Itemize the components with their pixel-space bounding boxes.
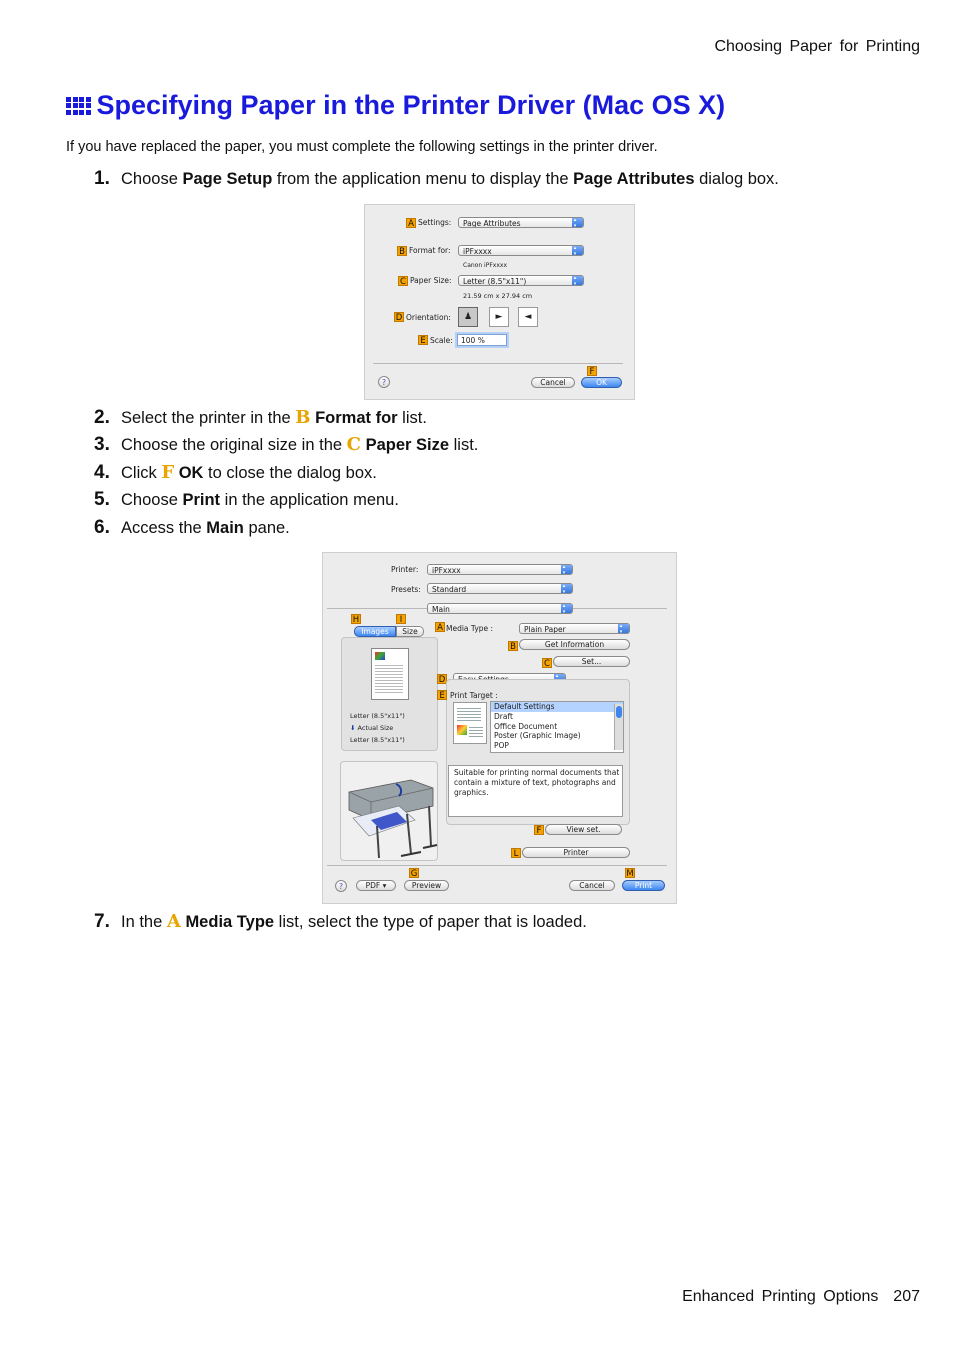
callout-tag: I [396,614,406,624]
running-header: Choosing Paper for Printing [714,38,920,55]
tab-size[interactable]: Size [396,626,424,637]
print-button[interactable]: Print [622,880,665,891]
printer-illustration [340,761,438,861]
step-text: Choose the original size in the C Paper Size list. [121,434,479,455]
step-1 [94,168,779,190]
scale-label: Scale: [430,336,453,345]
ok-button[interactable]: OK [581,377,622,388]
callout-tag: F [534,825,544,835]
step-text: Choose Page Setup from the application menu to display the Page Attributes dialog box. [121,170,779,188]
page-preview-thumbnail [371,648,409,700]
media-type-label: Media Type : [446,624,494,633]
callout-tag: G [410,869,418,879]
get-information-button[interactable]: Get Information [519,639,630,650]
cancel-button[interactable]: Cancel [569,880,615,891]
large-format-printer-icon [341,762,439,862]
format-for-subtext: Canon iPFxxxx [463,262,507,269]
preview-info-line: ⬇ Actual Size [350,724,394,732]
format-for-label: Format for: [409,246,451,255]
step-text: Click F OK to close the dialog box. [121,462,377,483]
landscape-orientation-icon[interactable]: ► [489,307,509,327]
paper-size-popup[interactable]: Letter (8.5"x11") ▴▾ [458,275,584,286]
callout-tag: B [508,641,518,651]
callout-tag: D [395,313,403,323]
format-for-popup[interactable]: iPFxxxx ▴▾ [458,245,584,256]
print-target-preview-icon [453,702,487,744]
callout-tag: D [438,675,446,685]
tab-images[interactable]: Images [354,626,396,637]
page-setup-dialog-screenshot [364,204,635,400]
callout-tag: A [406,218,416,228]
step-number: 4. [94,462,110,483]
cancel-button[interactable]: Cancel [531,377,575,388]
help-button[interactable]: ? [335,880,347,892]
print-target-list[interactable] [490,701,624,753]
settings-label: Settings: [418,218,452,227]
description-box [448,765,623,817]
preview-button[interactable]: Preview [404,880,449,891]
printer-button[interactable]: Printer [522,847,630,858]
callout-tag: L [511,848,521,858]
list-item[interactable]: POP [494,741,509,751]
intro-paragraph: If you have replaced the paper, you must complete the following settings in the printer driver. [66,139,658,155]
step-5 [94,489,399,511]
separator-line [327,865,667,866]
callout-tag: A [435,622,445,632]
media-type-popup[interactable]: Plain Paper ▴▾ [519,623,630,634]
callout-tag: H [352,615,360,625]
preview-info-line: Letter (8.5"x11") [350,712,405,720]
list-item[interactable]: Poster (Graphic Image) [494,731,581,741]
callout-tag: E [437,690,447,700]
list-item[interactable]: Office Document [494,721,558,731]
step-number: 1. [94,168,110,189]
callout-tag: M [626,869,634,879]
preview-panel [341,637,438,751]
presets-label: Presets: [391,585,421,594]
callout-tag: B [397,246,407,256]
portrait-orientation-icon[interactable]: ♟ [458,307,478,327]
step-number: 3. [94,434,110,455]
pane-popup[interactable]: Main ▴▾ [427,603,573,614]
footer-section: Enhanced Printing Options [682,1288,879,1305]
print-dialog-screenshot [322,552,677,904]
step-number: 5. [94,489,110,510]
print-target-label: Print Target : [450,691,498,700]
step-6 [94,517,290,539]
presets-popup[interactable]: Standard ▴▾ [427,583,573,594]
thumbnail-image-icon [375,652,385,660]
set-button[interactable]: Set... [553,656,630,667]
step-4 [94,462,377,484]
list-item[interactable]: Default Settings [491,702,623,712]
step-7 [94,911,587,933]
step-text: Choose Print in the application menu. [121,491,399,509]
callout-tag: F [587,366,597,376]
section-title-text: Specifying Paper in the Printer Driver (Mac OS X) [96,90,726,120]
step-number: 2. [94,407,110,428]
pdf-button[interactable]: PDF ▾ [356,880,396,891]
grid-bullet-icon [66,97,91,115]
settings-popup[interactable]: Page Attributes ▴▾ [458,217,584,228]
printer-popup[interactable]: iPFxxxx ▴▾ [427,564,573,575]
help-button[interactable]: ? [378,376,390,388]
preview-info-line: Letter (8.5"x11") [350,736,405,744]
step-text: In the A Media Type list, select the type of paper that is loaded. [121,911,587,932]
printer-label: Printer: [391,565,419,574]
step-text: Access the Main pane. [121,519,290,537]
step-2 [94,407,427,429]
paper-size-label: Paper Size: [410,276,452,285]
paper-size-subtext: 21.59 cm x 27.94 cm [463,292,533,300]
reverse-landscape-orientation-icon[interactable]: ◄ [518,307,538,327]
orientation-label: Orientation: [406,313,451,322]
step-3 [94,434,478,456]
description-text: Suitable for printing normal documents that contain a mixture of text, photographs and graphics. [454,768,620,797]
arrow-down-icon: ⬇ [350,724,356,732]
step-number: 7. [94,911,110,932]
list-item[interactable]: Draft [494,711,513,721]
callout-tag: C [398,276,408,286]
page-number: 207 [893,1288,920,1305]
step-text: Select the printer in the B Format for list. [121,407,427,428]
separator-line [373,363,623,364]
callout-tag: C [542,658,552,668]
scale-field[interactable]: 100 % [457,334,507,346]
callout-tag: E [418,335,428,345]
section-title [66,90,725,121]
list-scrollbar[interactable] [614,704,623,750]
thumbnail-text-lines [375,663,403,695]
step-number: 6. [94,517,110,538]
view-set-button[interactable]: View set. [545,824,622,835]
running-footer [682,1288,920,1306]
